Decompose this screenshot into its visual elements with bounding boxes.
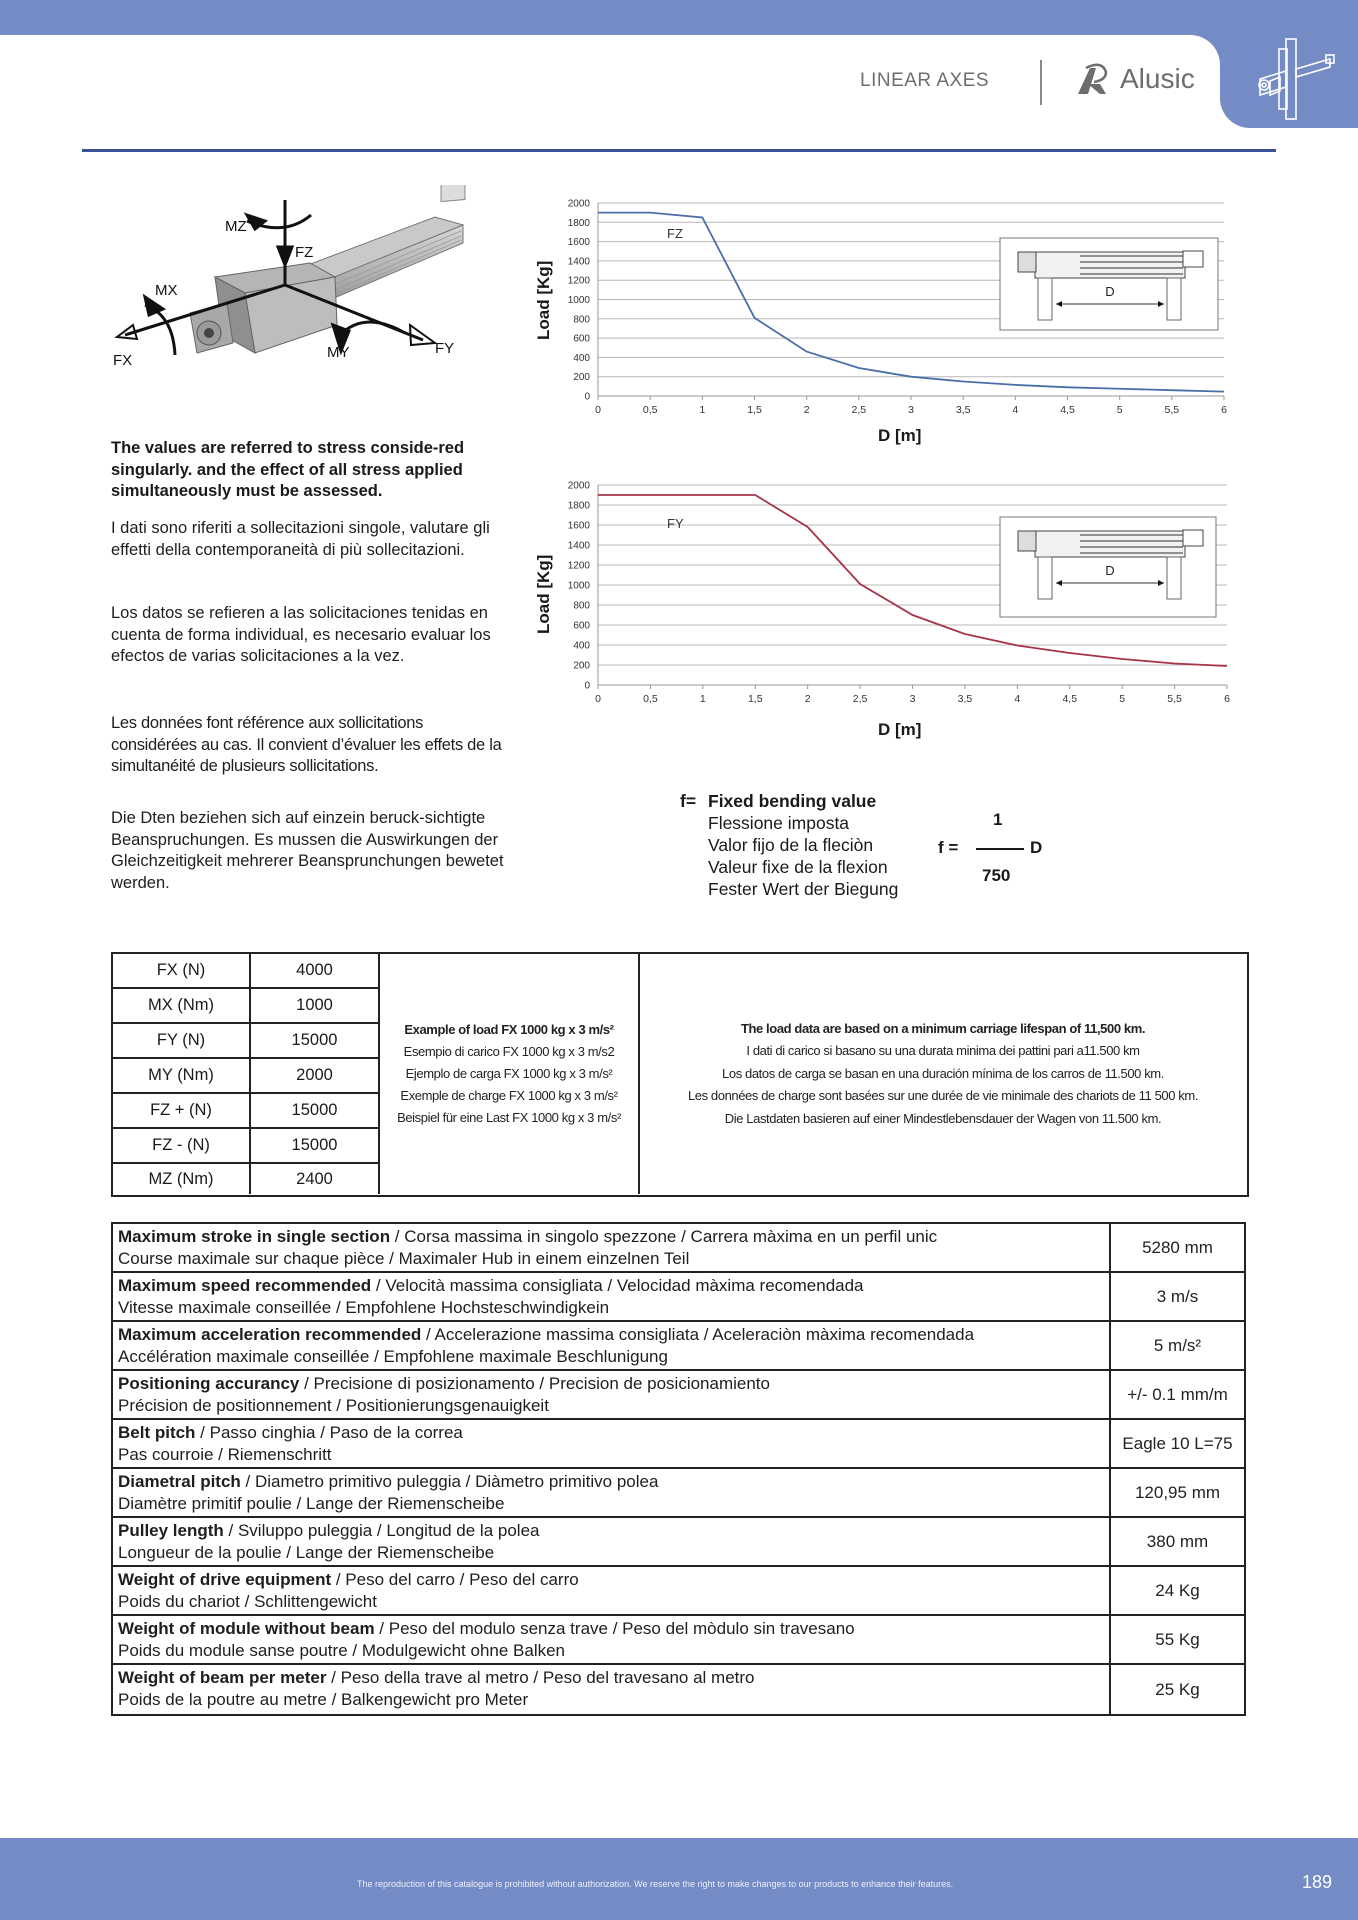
table-row <box>113 1164 378 1194</box>
description-en: The values are referred to stress conside-red singularly. and the effect of all stress applied simultaneously must be assessed. <box>111 439 465 500</box>
svg-text:800: 800 <box>573 600 590 612</box>
table-row <box>113 1567 1244 1616</box>
load-value: 2000 <box>296 1066 333 1084</box>
fixed-bending-fr: Valeur fixe de la flexion <box>708 857 888 877</box>
spec-description <box>113 1224 1111 1271</box>
description-it: I dati sono riferiti a sollecitazioni singole, valutare gli effetti della contemporaneità di più sollecitazioni. <box>111 519 490 559</box>
description-fr: Les données font référence aux sollicitations considérées au cas. Il convient d’évaluer les effets de la simultanéité de plusieurs sollicitations. <box>111 714 502 775</box>
svg-text:0,5: 0,5 <box>642 404 658 416</box>
spec-value: Eagle 10 L=75 <box>1122 1433 1233 1453</box>
spec-translations-line1: / Accelerazione massima consigliata / Aceleraciòn màxima recomendada <box>421 1325 975 1344</box>
svg-text:0: 0 <box>595 404 601 416</box>
fixed-bending-en: Fixed bending value <box>708 791 877 811</box>
spec-title: Diametral pitch <box>118 1472 241 1491</box>
formula-fraction-bar <box>976 848 1024 850</box>
lifespan-note <box>640 954 1246 1194</box>
spec-translations-line1: / Peso del carro / Peso del carro <box>331 1570 579 1589</box>
formula-lhs: f = <box>938 838 959 857</box>
fixed-bending-prefix: f= <box>680 791 697 811</box>
spec-value: 5 m/s² <box>1153 1335 1202 1355</box>
linear-axes-gantry-icon <box>1250 19 1340 129</box>
load-key: FZ + (N) <box>113 1094 251 1127</box>
svg-text:1200: 1200 <box>567 275 590 287</box>
lifespan-fr: Les données de charge sont basées sur une durée de vie minimale des chariots de 11 500 km. <box>687 1088 1199 1104</box>
load-value: 2400 <box>296 1169 333 1188</box>
load-values-grid <box>113 954 378 1194</box>
table-row <box>113 1224 1244 1273</box>
spec-title: Weight of drive equipment <box>118 1570 332 1589</box>
spec-translations-line1: / Velocità massima consigliata / Velocidad màxima recomendada <box>371 1276 864 1295</box>
svg-text:800: 800 <box>573 314 590 326</box>
lifespan-en: The load data are based on a minimum carriage lifespan of 11,500 km. <box>740 1020 1146 1036</box>
chart-fz-ylabel: Load [Kg] <box>534 260 553 340</box>
table-row <box>113 1129 378 1164</box>
svg-text:D: D <box>1105 284 1115 299</box>
svg-text:0: 0 <box>584 391 590 403</box>
svg-text:1600: 1600 <box>567 237 590 249</box>
table-row <box>113 1024 378 1059</box>
chart-fy-xlabel: D [m] <box>878 720 922 739</box>
formula-numerator: 1 <box>993 810 1003 829</box>
svg-text:0: 0 <box>595 693 601 705</box>
table-row <box>113 1059 378 1094</box>
table-row <box>113 1322 1244 1371</box>
table-row <box>113 1616 1244 1665</box>
table-row <box>113 1273 1244 1322</box>
label-fx: FX <box>113 352 133 369</box>
section-icon-panel <box>1220 35 1358 128</box>
svg-text:6: 6 <box>1224 693 1230 705</box>
label-mx: MX <box>155 282 178 299</box>
svg-text:1400: 1400 <box>567 256 590 268</box>
spec-description <box>113 1518 1111 1565</box>
svg-text:6: 6 <box>1221 404 1227 416</box>
svg-text:2000: 2000 <box>567 198 590 210</box>
svg-text:1000: 1000 <box>567 295 590 306</box>
svg-text:D: D <box>1105 563 1115 578</box>
brand-name: Alusic <box>1120 63 1195 94</box>
formula-factor: D <box>1030 838 1043 857</box>
svg-text:0,5: 0,5 <box>643 693 658 705</box>
svg-text:200: 200 <box>573 660 590 672</box>
header-divider <box>1040 60 1042 105</box>
table-row <box>113 1518 1244 1567</box>
spec-description <box>113 1371 1111 1418</box>
svg-text:1600: 1600 <box>567 520 590 532</box>
example-it: Esempio di carico FX 1000 kg x 3 m/s2 <box>403 1044 615 1059</box>
label-my: MY <box>327 344 350 361</box>
load-key: FY (N) <box>113 1024 251 1057</box>
svg-text:400: 400 <box>573 352 590 364</box>
label-mz: MZ <box>225 218 247 235</box>
spec-description <box>113 1567 1111 1614</box>
table-row <box>113 1469 1244 1518</box>
svg-text:FY: FY <box>667 516 684 531</box>
footer-copyright-note: The reproduction of this catalogue is prohibited without authorization. We reserve the right to make changes to our products to enhance their features. <box>357 1879 954 1889</box>
svg-text:1: 1 <box>699 404 706 416</box>
svg-text:1,5: 1,5 <box>747 693 763 705</box>
table-row <box>113 954 378 989</box>
example-en: Example of load FX 1000 kg x 3 m/s² <box>404 1022 614 1037</box>
spec-title: Belt pitch <box>118 1423 196 1442</box>
chart-fy <box>520 472 1240 742</box>
load-key: MZ (Nm) <box>113 1164 251 1194</box>
svg-text:1: 1 <box>699 693 706 705</box>
load-capacity-table <box>111 952 1249 1197</box>
svg-text:4,5: 4,5 <box>1062 693 1078 705</box>
svg-text:0: 0 <box>584 680 590 692</box>
svg-text:1000: 1000 <box>567 580 590 592</box>
chart-fy-ylabel: Load [Kg] <box>534 554 553 634</box>
example-de: Beispiel für eine Last FX 1000 kg x 3 m/s² <box>397 1110 621 1125</box>
spec-value: 120,95 mm <box>1134 1482 1221 1502</box>
svg-text:1800: 1800 <box>567 500 590 512</box>
svg-text:FZ: FZ <box>667 226 683 241</box>
spec-description <box>113 1322 1111 1369</box>
spec-translations-line2: Accélération maximale conseillée / Empfohlene maximale Beschlunigung <box>118 1347 668 1366</box>
spec-translations-line2: Poids du module sanse poutre / Modulgewicht ohne Balken <box>118 1641 566 1660</box>
lifespan-de: Die Lastdaten basieren auf einer Mindestlebensdauer der Wagen von 11.500 km. <box>724 1110 1162 1126</box>
load-value: 15000 <box>291 1136 338 1154</box>
spec-title: Maximum stroke in single section <box>118 1227 391 1246</box>
spec-translations-line1: / Passo cinghia / Paso de la correa <box>195 1423 463 1442</box>
spec-translations-line2: Vitesse maximale conseillée / Empfohlene Hochsteschwindigkein <box>118 1298 610 1317</box>
spec-translations-line1: / Sviluppo puleggia / Longitud de la polea <box>223 1521 540 1540</box>
top-banner <box>0 0 1358 35</box>
lifespan-es: Los datos de carga se basan en una duración mínima de los carros de 11.500 km. <box>722 1065 1164 1081</box>
spec-translations-line2: Pas courroie / Riemenschritt <box>118 1445 332 1464</box>
spec-value: 3 m/s <box>1156 1286 1199 1306</box>
spec-translations-line2: Poids du chariot / Schlittengewicht <box>118 1592 377 1611</box>
spec-title: Positioning accurancy <box>118 1374 300 1393</box>
spec-description <box>113 1665 1111 1714</box>
svg-text:1200: 1200 <box>567 560 590 572</box>
spec-title: Maximum acceleration recommended <box>118 1325 422 1344</box>
svg-text:200: 200 <box>573 372 590 384</box>
load-value: 15000 <box>291 1101 338 1119</box>
load-key: FZ - (N) <box>113 1129 251 1162</box>
spec-title: Maximum speed recommended <box>118 1276 372 1295</box>
section-title: LINEAR AXES <box>860 70 990 91</box>
fixed-bending-de: Fester Wert der Biegung <box>708 879 899 899</box>
spec-title: Weight of module without beam <box>118 1619 375 1638</box>
example-es: Ejemplo de carga FX 1000 kg x 3 m/s² <box>405 1066 613 1081</box>
specifications-table <box>111 1222 1246 1716</box>
spec-title: Weight of beam per meter <box>118 1668 327 1687</box>
svg-text:2,5: 2,5 <box>851 404 867 416</box>
svg-text:1800: 1800 <box>567 217 590 229</box>
svg-text:400: 400 <box>573 640 590 652</box>
formula-denominator: 750 <box>982 866 1011 885</box>
load-key: MY (Nm) <box>113 1059 251 1092</box>
header-rule <box>82 149 1276 152</box>
svg-text:4,5: 4,5 <box>1060 404 1075 416</box>
brand-logo <box>1076 62 1195 96</box>
lifespan-it: I dati di carico si basano su una durata minima dei pattini pari a11.500 km <box>746 1043 1140 1059</box>
load-key: MX (Nm) <box>113 989 251 1022</box>
spec-translations-line2: Diamètre primitif poulie / Lange der Riemenscheibe <box>118 1494 505 1513</box>
example-fr: Exemple de charge FX 1000 kg x 3 m/s² <box>400 1088 618 1103</box>
svg-text:2000: 2000 <box>567 480 590 492</box>
table-row <box>113 1665 1244 1714</box>
svg-text:2: 2 <box>804 693 811 705</box>
footer-band <box>0 1838 1358 1920</box>
table-row <box>113 1420 1244 1469</box>
spec-translations-line2: Course maximale sur chaque pièce / Maximaler Hub in einem einzelnen Teil <box>118 1249 690 1268</box>
load-example-note <box>378 954 640 1194</box>
label-fy: FY <box>435 340 455 357</box>
load-value: 15000 <box>291 1031 338 1049</box>
svg-text:3,5: 3,5 <box>957 693 973 705</box>
load-value: 1000 <box>296 996 333 1014</box>
svg-text:2: 2 <box>803 404 810 416</box>
table-row <box>113 1371 1244 1420</box>
svg-text:2,5: 2,5 <box>852 693 868 705</box>
svg-text:1400: 1400 <box>567 540 590 552</box>
bending-formula <box>938 810 1068 890</box>
fixed-bending-it: Flessione imposta <box>708 813 850 833</box>
spec-description <box>113 1420 1111 1467</box>
spec-value: 5280 mm <box>1142 1237 1213 1257</box>
svg-text:5: 5 <box>1116 404 1123 416</box>
load-value: 4000 <box>296 961 333 979</box>
table-row <box>113 989 378 1024</box>
spec-translations-line1: / Precisione di posizionamento / Precision de posicionamiento <box>299 1374 770 1393</box>
spec-translations-line2: Longueur de la poulie / Lange der Riemenscheibe <box>118 1543 495 1562</box>
spec-translations-line1: / Peso del modulo senza trave / Peso del mòdulo sin travesano <box>374 1619 855 1638</box>
svg-text:600: 600 <box>573 620 590 632</box>
spec-translations-line1: / Corsa massima in singolo spezzone / Carrera màxima en un perfil unic <box>390 1227 938 1246</box>
svg-text:4: 4 <box>1012 404 1019 416</box>
spec-description <box>113 1616 1111 1663</box>
spec-title: Pulley length <box>118 1521 224 1540</box>
spec-value: +/- 0.1 mm/m <box>1127 1384 1228 1404</box>
load-key: FX (N) <box>113 954 251 987</box>
axes-force-diagram <box>105 185 495 380</box>
fixed-bending-es: Valor fijo de la fleciòn <box>708 835 874 855</box>
spec-translations-line2: Poids de la poutre au metre / Balkengewicht pro Meter <box>118 1690 529 1709</box>
svg-text:5,5: 5,5 <box>1164 404 1180 416</box>
spec-translations-line1: / Diametro primitivo puleggia / Diàmetro primitivo polea <box>240 1472 659 1491</box>
svg-text:3: 3 <box>908 404 914 416</box>
svg-text:5: 5 <box>1119 693 1126 705</box>
spec-translations-line2: Précision de positionnement / Positionierungsgenauigkeit <box>118 1396 549 1415</box>
svg-text:5,5: 5,5 <box>1167 693 1182 705</box>
alusic-logo-icon <box>1076 62 1112 96</box>
spec-description <box>113 1469 1111 1516</box>
description-es: Los datos se refieren a las solicitaciones tenidas en cuenta de forma individual, es necesario evaluar los efectos de varias solicitaciones a la vez. <box>111 604 491 665</box>
spec-value: 55 Kg <box>1155 1629 1200 1649</box>
spec-description <box>113 1273 1111 1320</box>
svg-text:1,5: 1,5 <box>747 404 762 416</box>
svg-text:600: 600 <box>573 333 590 345</box>
table-row <box>113 1094 378 1129</box>
label-fz: FZ <box>295 244 314 261</box>
spec-value: 380 mm <box>1146 1531 1209 1551</box>
svg-text:3,5: 3,5 <box>955 404 971 416</box>
spec-translations-line1: / Peso della trave al metro / Peso del travesano al metro <box>326 1668 755 1687</box>
description-de: Die Dten beziehen sich auf einzein beruck-sichtigte Beanspruchungen. Es mussen die Auswirkungen der Gleichzeitigkeit mehrerer Beansprunchungen bewetet werden. <box>111 809 504 892</box>
chart-fz <box>520 190 1240 450</box>
chart-fz-xlabel: D [m] <box>878 426 922 445</box>
svg-text:3: 3 <box>909 693 916 705</box>
page-number: 189 <box>1302 1872 1333 1892</box>
spec-value: 25 Kg <box>1155 1679 1200 1699</box>
svg-text:4: 4 <box>1014 693 1021 705</box>
spec-value: 24 Kg <box>1155 1580 1200 1600</box>
